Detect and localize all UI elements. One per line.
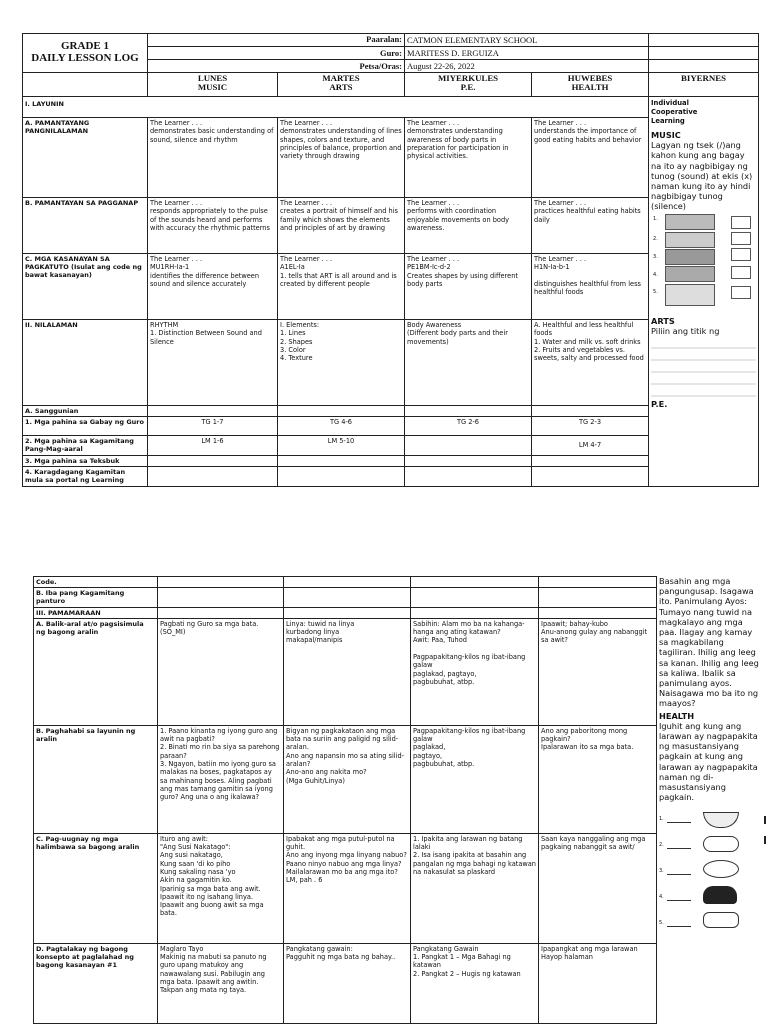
cell-miyerkules: The Learner . . . PE1BM-Ic-d-2 Creates shapes by using different body parts <box>405 254 532 320</box>
iba-pang-kagamitan-label: B. Iba pang Kagamitang panturo <box>34 588 158 607</box>
friday-arts-title: ARTS <box>651 315 675 326</box>
answer-box-4[interactable] <box>731 266 751 279</box>
log-title-cell <box>23 34 148 73</box>
row-balik-aral <box>34 618 657 725</box>
cell-huwebes: The Learner . . . H1N-Ia-b-1 distinguishes healthful from less healthful foods <box>532 254 649 320</box>
cell-lunes: 1. Paano kinanta ng iyong guro ang awit na pagbati? 2. Binati mo rin ba siya sa parehong paraan? 3. Ngayon, batiin mo iyong guro sa malakas na boses, pagkatapos ay sa mahinang boses. Aling pagbati ang mas tamang gamitin sa iyong guro? Ang una o ang ikalawa? <box>158 725 284 833</box>
row-nilalaman <box>23 320 759 406</box>
cell-martes: Linya: tuwid na linya kurbadong linya makapal/manipis <box>284 618 411 725</box>
food-image-4 <box>703 886 737 904</box>
edge-mark <box>764 836 766 844</box>
cell-huwebes: Ipaawit; bahay-kubo Anu-anong gulay ang nabanggit sa awit? <box>539 618 657 725</box>
row-kagamitang-pang-mag-aaral <box>23 436 759 455</box>
field-value-petsa: August 22-26, 2022 <box>405 60 649 73</box>
cell-lunes: LM 1-6 <box>148 436 278 455</box>
cell-miyerkules: Pangkatang Gawain 1. Pangkat 1 – Mga Bahagi ng katawan 2. Pangkat 2 – Hugis ng katawan <box>411 943 539 1023</box>
friday-activities-cell <box>649 97 759 487</box>
row-paghahabi <box>34 725 657 833</box>
health-title: HEALTH <box>659 710 695 721</box>
row-label: B. PAMANTAYAN SA PAGGANAP <box>23 198 148 254</box>
row-pamantayan-sa-pagganap <box>23 198 759 254</box>
food-image-3 <box>703 860 739 878</box>
answer-box-2[interactable] <box>731 232 751 245</box>
cell-miyerkules: The Learner . . . demonstrates understanding awareness of body parts in preparation for participation in physical activities. <box>405 118 532 198</box>
cell-lunes: Maglaro Tayo Makinig na mabuti sa panuto ng guro upang matukoy ang nawawalang susi. Pabilugin ang mga bata. Ipaawit ang awitin. Takpan ang mata ng taya. <box>158 943 284 1023</box>
row-label: C. MGA KASANAYAN SA PAGKATUTO (Isulat ang code ng bawat kasanayan) <box>23 254 148 320</box>
sound-item-image-3 <box>665 249 715 265</box>
friday-heading: Individual Cooperative Learning <box>651 99 698 125</box>
cell-miyerkules <box>405 436 532 455</box>
pamamaraan-heading: III. PAMAMARAAN <box>34 607 158 618</box>
cell-martes: The Learner . . . A1EL-Ia 1. tells that ART is all around and is created by different people <box>278 254 405 320</box>
row-pag-uugnay <box>34 833 657 943</box>
health-items: 1. 2. 3. 4. 5. <box>659 808 759 948</box>
cell-miyerkules: Pagpapakitang-kilos ng ibat-ibang galaw paglakad, pagtayo, pagbubuhat, atbp. <box>411 725 539 833</box>
edge-mark <box>764 816 766 824</box>
row-teksbuk <box>23 455 759 466</box>
lesson-log-table-1 <box>22 33 759 487</box>
cell-miyerkules: The Learner . . . performs with coordination enjoyable movements on body awareness. <box>405 198 532 254</box>
field-value-paaralan: CATMON ELEMENTARY SCHOOL <box>405 34 649 47</box>
cell-lunes: The Learner . . . demonstrates basic understanding of sound, silence and rhythm <box>148 118 278 198</box>
cell-lunes: The Learner . . . MU1RH-Ia-1 identifies the difference between sound and silence accurately <box>148 254 278 320</box>
field-key-petsa: Petsa/Oras: <box>148 60 405 73</box>
cell-huwebes: Ipapangkat ang mga larawan Hayop halaman <box>539 943 657 1023</box>
day-header-miyerkules: MIYERKULES P.E. <box>405 73 532 97</box>
cell-lunes: Pagbati ng Guro sa mga bata. (SO_MI) <box>158 618 284 725</box>
arts-items-image <box>651 337 756 399</box>
sound-item-image-2 <box>665 232 715 248</box>
cell-martes: Ipabakat ang mga putul-putol na guhit. Ano ang inyong mga linyang nabuo? Paano ninyo nabuo ang mga linya? Mailalarawan mo ba ang mga ito? LM, pah . 6 <box>284 833 411 943</box>
cell-lunes: RHYTHM 1. Distinction Between Sound and Silence <box>148 320 278 406</box>
answer-box-5[interactable] <box>731 286 751 299</box>
food-image-5 <box>703 912 739 928</box>
cell-martes: Pangkatang gawain: Pagguhit ng mga bata ng bahay.. <box>284 943 411 1023</box>
cell-huwebes: The Learner . . . understands the importance of good eating habits and behavior <box>532 118 649 198</box>
cell-miyerkules: Sabihin: Alam mo ba na kahanga-hanga ang ating katawan? Awit: Paa, Tuhod Pagpapakitang-kilos ng ibat-ibang galaw paglakad, pagtayo, pagbubuhat, atbp. <box>411 618 539 725</box>
sound-item-image-5 <box>665 284 715 306</box>
food-image-2 <box>703 836 739 852</box>
cell-miyerkules: 1. Ipakita ang larawan ng batang lalaki 2. Isa isang ipakita at basahin ang pangalan ng mga bahagi ng katawan na nakasulat sa plaskard <box>411 833 539 943</box>
row-label: 4. Karagdagang Kagamitan mula sa portal ng Learning <box>23 466 148 486</box>
row-pagtalakay <box>34 943 657 1023</box>
day-header-lunes: LUNES MUSIC <box>148 73 278 97</box>
cell-martes: The Learner . . . demonstrates understanding of lines shapes, colors and texture, and principles of balance, proportion and variety through drawing <box>278 118 405 198</box>
field-key-paaralan: Paaralan: <box>366 34 403 44</box>
row-label: 3. Mga pahina sa Teksbuk <box>23 455 148 466</box>
pe-instructions: Basahin ang mga pangungusap. Isagawa ito. Panimulang Ayos: Tumayo nang tuwid na magkalayo ang mga paa. Ilagay ang kamay sa magkabilang tagiliran. Ihilig ang leeg sa kanan. Ihilig ang leeg sa kaliwa. Ibalik sa panimulang ayos. Naisagawa mo ba ito ng maayos? <box>659 576 759 709</box>
row-label: A. PAMANTAYANG PANGNILALAMAN <box>23 118 148 198</box>
sanggunian-heading: A. Sanggunian <box>23 406 148 417</box>
cell-huwebes: The Learner . . . practices healthful eating habits daily <box>532 198 649 254</box>
field-value-guro: MARITESS D. ERGUIZA <box>405 47 649 60</box>
cell-huwebes: TG 2-3 <box>532 417 649 436</box>
row-label: 2. Mga pahina sa Kagamitang Pang-Mag-aaral <box>23 436 148 455</box>
grade-title: GRADE 1 <box>61 40 109 52</box>
day-header-biyernes: BIYERNES <box>649 73 759 97</box>
friday-arts-text: Piliin ang titik ng <box>651 325 720 336</box>
cell-huwebes: LM 4-7 <box>532 436 649 455</box>
field-key-guro: Guro: <box>148 47 405 60</box>
log-title: DAILY LESSON LOG <box>31 52 139 64</box>
answer-box-1[interactable] <box>731 216 751 229</box>
lesson-log-table-2 <box>33 576 657 1024</box>
cell-huwebes: Saan kaya nanggaling ang mga pagkaing nabanggit sa awit/ <box>539 833 657 943</box>
cell-martes: Bigyan ng pagkakataon ang mga bata na suriin ang paligid ng silid-aralan. Ano ang napansin mo sa ating silid-aralan? Ano-ano ang nakita mo? (Mga Guhit/Linya) <box>284 725 411 833</box>
cell-martes: I. Elements: 1. Lines 2. Shapes 3. Color 4. Texture <box>278 320 405 406</box>
layunin-heading: I. LAYUNIN <box>23 97 649 118</box>
row-label: 1. Mga pahina sa Gabay ng Guro <box>23 417 148 436</box>
row-label: II. NILALAMAN <box>23 320 148 406</box>
cell-martes: The Learner . . . creates a portrait of himself and his family which shows the elements and principles of art by drawing <box>278 198 405 254</box>
music-items: 1. 2. 3. 4. 5. <box>651 214 756 314</box>
row-pamantayang-pangnilalaman <box>23 118 759 198</box>
cell-huwebes: Ano ang paboritong mong pagkain? Ipalarawan ito sa mga bata. <box>539 725 657 833</box>
row-kasanayan-sa-pagkatuto <box>23 254 759 320</box>
friday-pe-title: P.E. <box>651 399 668 410</box>
friday-music-text: Lagyan ng tsek (/)ang kahon kung ang bagay na ito ay nagbibigay ng tunog (sound) at ekis (x) naman kung ito ay hindi nagbibigay tunog (silence) <box>651 140 753 212</box>
cell-miyerkules: Body Awareness (Different body parts and their movements) <box>405 320 532 406</box>
row-label: B. Paghahabi sa layunin ng aralin <box>34 725 158 833</box>
row-label: C. Pag-uugnay ng mga halimbawa sa bagong aralin <box>34 833 158 943</box>
row-karagdagang-kagamitan <box>23 466 759 486</box>
sound-item-image-4 <box>665 266 715 282</box>
row-label: A. Balik-aral at/o pagsisimula ng bagong aralin <box>34 618 158 725</box>
day-header-huwebes: HUWEBES HEALTH <box>532 73 649 97</box>
row-gabay-ng-guro <box>23 417 759 436</box>
row-label: D. Pagtalakay ng bagong konsepto at paglalahad ng bagong kasanayan #1 <box>34 943 158 1023</box>
cell-huwebes: A. Healthful and less healthful foods 1. Water and milk vs. soft drinks 2. Fruits and vegetables vs. sweets, salty and processed food <box>532 320 649 406</box>
answer-box-3[interactable] <box>731 248 751 261</box>
friday-music-title: MUSIC <box>651 130 681 140</box>
cell-lunes: Ituro ang awit: "Ang Susi Nakatago": Ang susi nakatago, Kung saan 'di ko piho Kung sakaling nasa 'yo Akin na gagamitin ko. Iparinig sa mga bata ang awit. Ipaawit ito ng isahang linya. Ipaawit ang buong awit sa mga bata. <box>158 833 284 943</box>
cell-lunes: TG 1-7 <box>148 417 278 436</box>
health-instructions: Iguhit ang kung ang larawan ay nagpapakita ng masustansiyang pagkain at kung ang larawan ay nagpapakita naman ng di-masustansiyang pagkain. <box>659 720 758 803</box>
sound-item-image-1 <box>665 214 715 230</box>
cell-martes: LM 5-10 <box>278 436 405 455</box>
cell-miyerkules: TG 2-6 <box>405 417 532 436</box>
day-header-martes: MARTES ARTS <box>278 73 405 97</box>
code-row-label: Code. <box>34 577 158 588</box>
friday-side-column <box>659 576 759 948</box>
cell-martes: TG 4-6 <box>278 417 405 436</box>
cell-lunes: The Learner . . . responds appropriately to the pulse of the sounds heard and performs with accuracy the rhythmic patterns <box>148 198 278 254</box>
food-image-1 <box>703 812 739 828</box>
